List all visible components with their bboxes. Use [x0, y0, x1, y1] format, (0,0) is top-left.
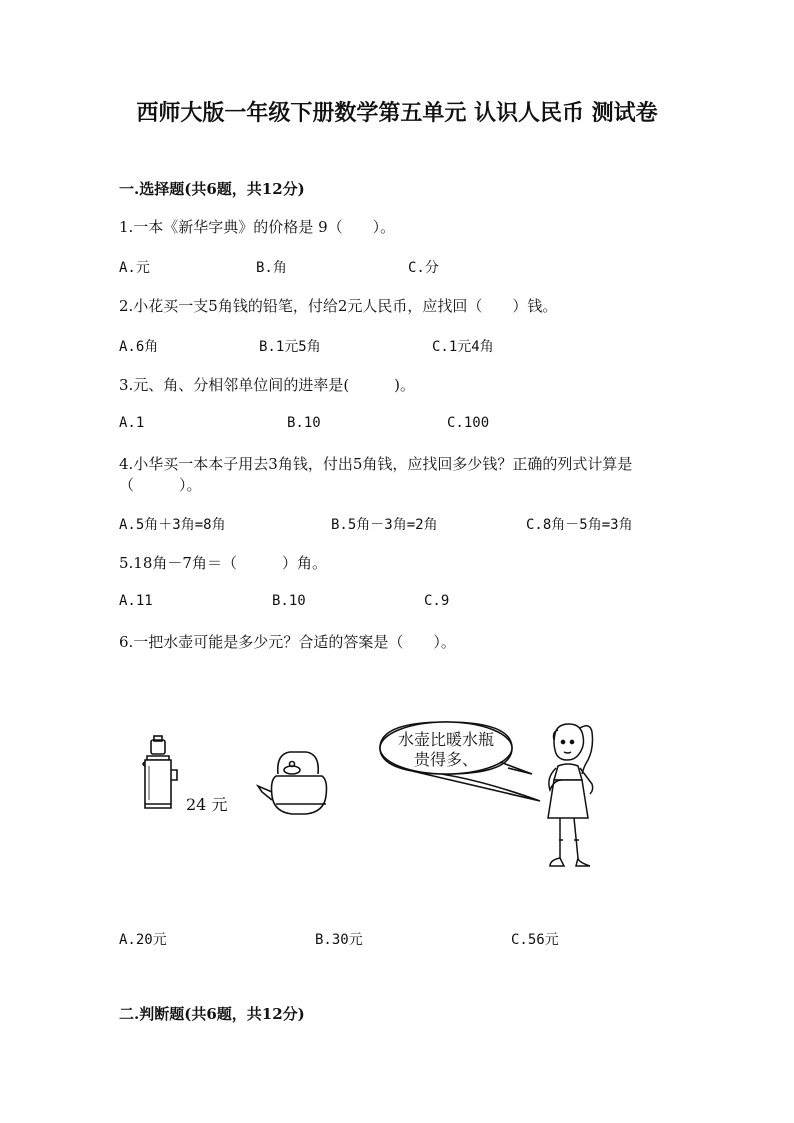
question-3: 3.元、角、分相邻单位间的进率是( )。 [119, 376, 416, 394]
question-5-option-b: B.10 [272, 593, 306, 609]
page-title: 西师大版一年级下册数学第五单元 认识人民币 测试卷 [136, 100, 658, 126]
question-1-option-c: C.分 [408, 260, 439, 276]
question-5-option-a: A.11 [119, 593, 153, 609]
question-6-option-c: C.56元 [511, 932, 559, 948]
question-2-option-c: C.1元4角 [432, 339, 494, 355]
thermos-price-label: 24 元 [186, 795, 228, 814]
question-5: 5.18角－7角＝（ ）角。 [119, 554, 327, 572]
speech-bubble-text [386, 730, 506, 770]
thermos-icon [143, 736, 177, 808]
question-6-option-b: B.30元 [315, 932, 363, 948]
speech-line-2: 贵得多、 [413, 750, 478, 769]
question-3-option-b: B.10 [287, 415, 321, 431]
question-4-option-c: C.8角－5角=3角 [526, 517, 633, 533]
question-2: 2.小花买一支5角钱的铅笔，付给2元人民币，应找回（ ）钱。 [119, 297, 558, 315]
question-1-option-b: B.角 [256, 260, 287, 276]
section-heading-true-false: 二.判断题(共6题，共12分) [119, 1005, 305, 1023]
question-1-option-a: A.元 [119, 260, 150, 276]
question-6-illustration [130, 700, 600, 890]
question-2-option-b: B.1元5角 [259, 339, 321, 355]
question-4-option-a: A.5角＋3角=8角 [119, 517, 226, 533]
question-6: 6.一把水壶可能是多少元？合适的答案是（ ）。 [119, 633, 456, 651]
question-4-option-b: B.5角－3角=2角 [331, 517, 438, 533]
question-4: 4.小华买一本本子用去3角钱，付出5角钱，应找回多少钱？正确的列式计算是（ ）。 [119, 455, 633, 494]
question-2-option-a: A.6角 [119, 339, 159, 355]
speech-line-1: 水壶比暖水瓶 [397, 730, 494, 749]
girl-figure [548, 724, 593, 866]
question-1: 1.一本《新华字典》的价格是 9（ ）。 [119, 218, 396, 236]
question-3-option-a: A.1 [119, 415, 145, 431]
section-heading-choice: 一.选择题(共6题，共12分) [119, 180, 305, 198]
question-3-option-c: C.100 [447, 415, 490, 431]
kettle-icon [258, 752, 327, 814]
question-6-option-a: A.20元 [119, 932, 167, 948]
question-5-option-c: C.9 [424, 593, 450, 609]
